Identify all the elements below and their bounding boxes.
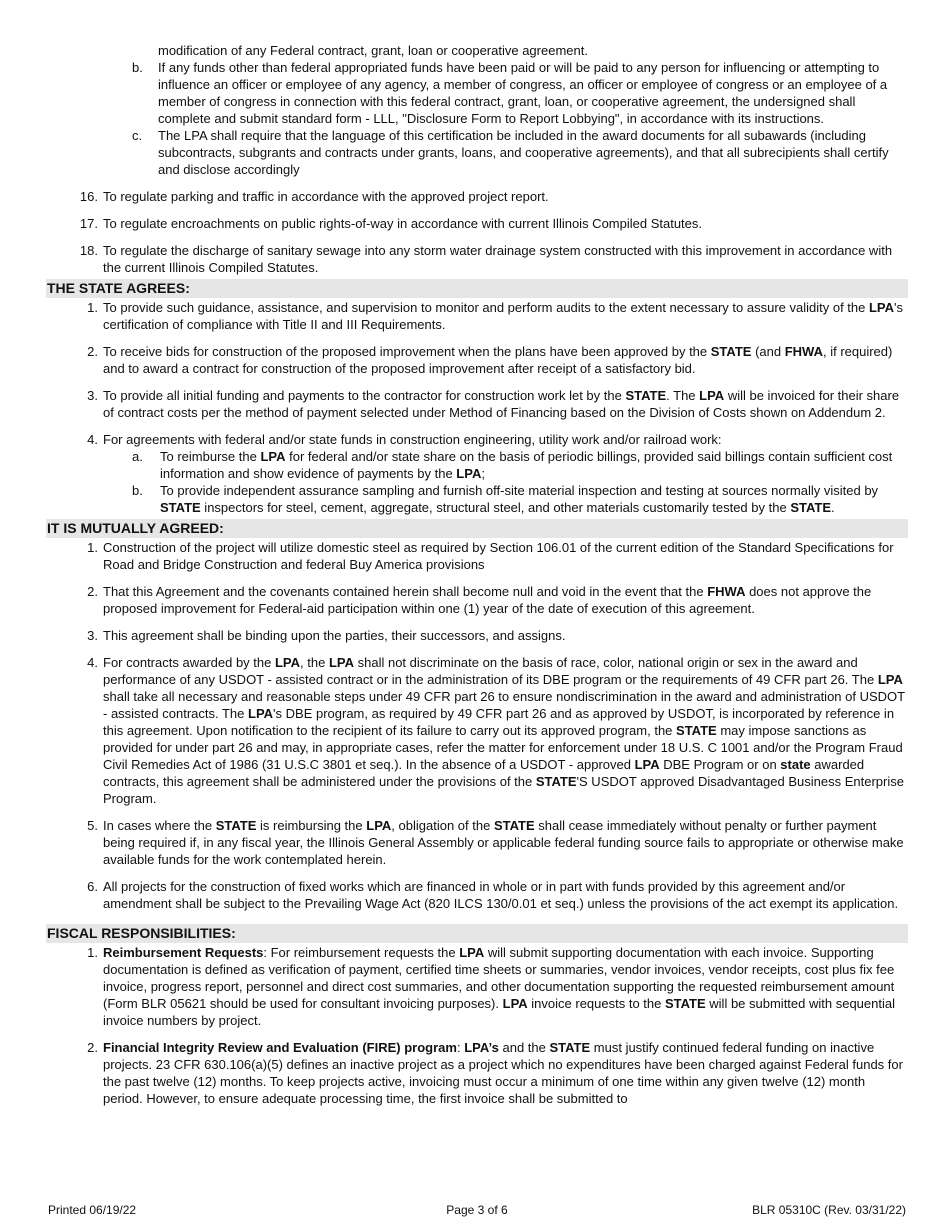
list-item — [46, 343, 908, 377]
subitem-b — [103, 482, 908, 516]
item-text: For contracts awarded by the LPA, the LPA shall not discriminate on the basis of race, color, national origin or sex in the award and performance of any USDOT - assisted contract or in the administration of its DBE program or the requirements of 49 CFR part 26. The LPA shall take all necessary and reasonable steps under 49 CFR part 26 to ensure nondiscrimination in the award and administration of USDOT - assisted contracts. The LPA's DBE program, as required by 49 CFR part 26 and as approved by USDOT, is incorporated by reference in this agreement. Upon notification to the recipient of its failure to carry out its approved program, the STATE may impose sanctions as provided for under part 26 and may, in appropriate cases, refer the matter for enforcement under 18 U.S. C 1001 and/or the Program Fraud Civil Remedies Act of 1986 (31 U.S.C 3801 et seq.). In the absence of a USDOT - approved LPA DBE Program or on state awarded contracts, this agreement shall be administered under the provisions of the STATE'S USDOT approved Disadvantaged Business Enterprise Program. — [103, 655, 905, 806]
section-heading-state-agrees: THE STATE AGREES: — [46, 279, 908, 298]
item-text: Financial Integrity Review and Evaluation (FIRE) program: LPA’s and the STATE must justify continued federal funding on inactive projects. 23 CFR 630.106(a)(5) defines an inactive project as a project which no expenditures have been charged against Federal funds for the past twelve (12) months. To keep projects active, invoicing must occur a minimum of one time within any given twelve (12) month period. However, to ensure adequate processing time, the first invoice shall be submitted to — [103, 1040, 903, 1106]
item-text: To regulate parking and traffic in accordance with the approved project report. — [103, 189, 549, 204]
item-number: 3. — [87, 628, 98, 643]
subitem-label: b. — [132, 483, 143, 498]
list-item — [46, 944, 908, 1029]
item-number: 6. — [87, 879, 98, 894]
subitem-text: To reimburse the LPA for federal and/or state share on the basis of periodic billings, provided said billings contain sufficient cost information and show evidence of payments by the LPA; — [160, 449, 893, 481]
item-text: To regulate the discharge of sanitary sewage into any storm water drainage system constructed with this improvement in accordance with the current Illinois Compiled Statutes. — [103, 243, 893, 275]
list-item — [46, 242, 908, 276]
list-item — [46, 817, 908, 868]
list-item — [46, 299, 908, 333]
list-item — [46, 878, 908, 912]
subitem-c — [46, 127, 908, 178]
subitem-a — [103, 448, 908, 482]
item-number: 2. — [87, 1040, 98, 1055]
list-item — [46, 431, 908, 516]
item-text: In cases where the STATE is reimbursing the LPA, obligation of the STATE shall cease immediately without penalty or further payment being required if, in any fiscal year, the Illinois General Assembly or applicable federal funding source fails to appropriate or otherwise make available funds for the work contemplated herein. — [103, 818, 904, 867]
item-number: 1. — [87, 540, 98, 555]
item-number: 1. — [87, 945, 98, 960]
item-number: 4. — [87, 655, 98, 670]
item-text: To regulate encroachments on public rights-of-way in accordance with current Illinois Compiled Statutes. — [103, 216, 703, 231]
item-text: Construction of the project will utilize domestic steel as required by Section 106.01 of the current edition of the Standard Specifications for Road and Bridge Construction and federal Buy America provisions — [103, 540, 894, 572]
list-item — [46, 627, 908, 644]
item-text: To provide all initial funding and payments to the contractor for construction work let by the STATE. The LPA will be invoiced for their share of contract costs per the method of payment selected under Method of Financing based on the Division of Costs shown on Addendum 2. — [103, 388, 900, 420]
item-number: 4. — [87, 432, 98, 447]
mutually-agreed-list — [46, 539, 908, 912]
page-number: Page 3 of 6 — [446, 1203, 508, 1217]
item-text: This agreement shall be binding upon the parties, their successors, and assigns. — [103, 628, 566, 643]
form-number: BLR 05310C (Rev. 03/31/22) — [752, 1203, 906, 1217]
item-text: To provide such guidance, assistance, and supervision to monitor and perform audits to the extent necessary to assure validity of the LPA's certification of compliance with Title II and III Requirements. — [103, 300, 904, 332]
section-heading-fiscal-responsibilities: FISCAL RESPONSIBILITIES: — [46, 924, 908, 943]
page-footer — [48, 1202, 906, 1220]
item-number: 18. — [79, 243, 98, 258]
fiscal-list — [46, 944, 908, 1107]
list-item — [46, 583, 908, 617]
continued-text: modification of any Federal contract, grant, loan or cooperative agreement. — [158, 43, 588, 58]
subitem-text: If any funds other than federal appropriated funds have been paid or will be paid to any person for influencing or attempting to influence an officer or employee of any agency, a member of congress, an officer or employee of congress or an employee of a member of congress in connection with this federal contract, grant, loan, or cooperative agreement, the undersigned shall complete and submit standard form - LLL, "Disclosure Form to Report Lobbying", in accordance with its instructions. — [158, 60, 888, 126]
list-item — [46, 188, 908, 205]
subitem-label: c. — [132, 128, 143, 143]
list-item — [46, 654, 908, 807]
item-number: 3. — [87, 388, 98, 403]
subitem-b — [46, 59, 908, 127]
item-text: To receive bids for construction of the proposed improvement when the plans have been approved by the STATE (and FHWA, if required) and to award a contract for construction of the proposed improvement after receipt of a satisfactory bid. — [103, 344, 893, 376]
printed-date: Printed 06/19/22 — [48, 1203, 137, 1217]
item-number: 5. — [87, 818, 98, 833]
state-agrees-list — [46, 299, 908, 516]
page-content — [46, 42, 908, 1107]
item-text: Reimbursement Requests: For reimbursement requests the LPA will submit supporting documentation with each invoice. Supporting documentation is defined as verification of payment, certified time sheets or summaries, vendor invoices, vendor receipts, cost plus fix fee invoice, progress report, personnel and direct cost summaries, and other documentation supporting the requested reimbursement amount (Form BLR 05621 should be used for consultant invoicing purposes). LPA invoice requests to the STATE will be submitted with sequential invoice numbers by project. — [103, 945, 895, 1028]
section-heading-mutually-agreed: IT IS MUTUALLY AGREED: — [46, 519, 908, 538]
subitem-label: a. — [132, 449, 143, 464]
list-item — [46, 215, 908, 232]
list-item — [46, 1039, 908, 1107]
item-number: 2. — [87, 584, 98, 599]
subitem-text: The LPA shall require that the language of this certification be included in the award documents for all subawards (including subcontracts, subgrants and contracts under grants, loans, and cooperative agreements), and that all subrecipients shall certify and disclose accordingly — [158, 128, 889, 177]
item-number: 2. — [87, 344, 98, 359]
list-item — [46, 387, 908, 421]
subitem-label: b. — [132, 60, 143, 75]
item-text: For agreements with federal and/or state funds in construction engineering, utility work and/or railroad work: — [103, 432, 722, 447]
list-item — [46, 539, 908, 573]
subitem-text: To provide independent assurance sampling and furnish off-site material inspection and testing at sources normally visited by STATE inspectors for steel, cement, aggregate, structural steel, and other materials customarily tested by the STATE. — [160, 483, 879, 515]
item-text: That this Agreement and the covenants contained herein shall become null and void in the event that the FHWA does not approve the proposed improvement for Federal-aid participation within one (1) year of the date of execution of this agreement. — [103, 584, 872, 616]
item-number: 16. — [79, 189, 98, 204]
item-number: 1. — [87, 300, 98, 315]
item-text: All projects for the construction of fixed works which are financed in whole or in part with funds provided by this agreement and/or amendment shall be subject to the Prevailing Wage Act (820 ILCS 130/0.01 et seq.) unless the provisions of the act exempt its application. — [103, 879, 899, 911]
item-number: 17. — [79, 216, 98, 231]
